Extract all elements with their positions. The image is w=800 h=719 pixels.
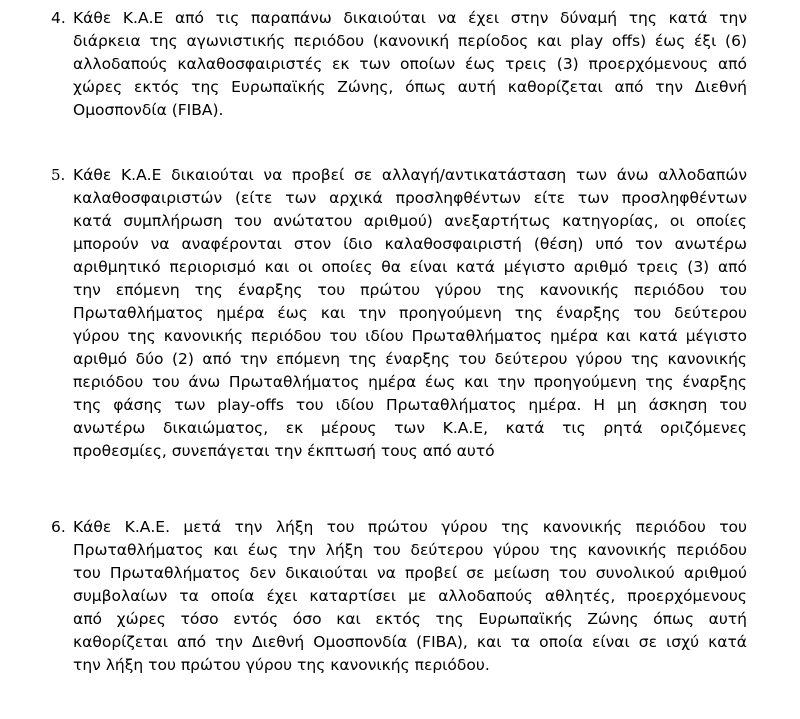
text-line: Κάθε Κ.Α.Ε από τις παραπάνω δικαιούται να έχει στην δύναμή της κατά την [73, 9, 747, 27]
text-line: του Πρωταθλήματος δεν δικαιούται να προβεί σε μείωση του συνολικού αριθμού [73, 564, 747, 582]
text-line: την επόμενη της έναρξης του πρώτου γύρου της κανονικής περιόδου του [73, 281, 747, 299]
text-line: της φάσης των play-offs του ιδίου Πρωταθλήματος ημέρα. Η μη άσκηση του [73, 396, 747, 414]
text-line: γύρου της κανονικής περιόδου του ιδίου Πρωταθλήματος ημέρα και κατά μέγιστο [73, 327, 747, 345]
text-line: κατά συμπλήρωση του ανώτατου αριθμού) ανεξαρτήτως κατηγορίας, οι οποίες [73, 212, 747, 230]
text-line: Πρωταθλήματος ημέρα έως και την προηγούμενη της έναρξης του δεύτερου [73, 304, 747, 322]
text-line: αριθμητικό περιορισμό και οι οποίες θα είναι κατά μέγιστο αριθμό τρεις (3) από [73, 258, 747, 276]
text-line: χώρες εκτός της Ευρωπαϊκής Ζώνης, όπως αυτή καθορίζεται από την Διεθνή [73, 78, 747, 96]
text-line: περιόδου του άνω Πρωταθλήματος ημέρα έως και την προηγούμενη της έναρξης [73, 373, 747, 391]
item-number: 4. [51, 9, 66, 27]
text-line: διάρκεια της αγωνιστικής περιόδου (κανονική περίοδος και play offs) έως έξι (6) [73, 32, 747, 50]
text-line: Κάθε Κ.Α.Ε. μετά την λήξη του πρώτου γύρου της κανονικής περιόδου του [73, 518, 747, 536]
text-line: Πρωταθλήματος και έως την λήξη του δεύτερου γύρου της κανονικής περιόδου [73, 541, 747, 559]
text-line: αλλοδαπούς καλαθοσφαιριστές εκ των οποίων έως τρεις (3) προερχόμενους από [73, 55, 747, 73]
text-line: καλαθοσφαιριστών (είτε των αρχικά προσληφθέντων είτε των προσληφθέντων [73, 189, 747, 207]
item-number: 5. [51, 166, 66, 184]
text-line: την λήξη του πρώτου γύρου της κανονικής περιόδου. [73, 656, 490, 674]
text-line: αριθμό δύο (2) από την επόμενη της έναρξης του δεύτερου γύρου της κανονικής [73, 350, 747, 368]
text-line: από χώρες τόσο εντός όσο και εκτός της Ευρωπαϊκής Ζώνης όπως αυτή [73, 610, 747, 628]
text-line: Ομοσπονδία (FIBA). [73, 101, 224, 119]
text-line: μπορούν να αναφέρονται στον ίδιο καλαθοσφαιριστή (θέση) υπό τον ανωτέρω [73, 235, 747, 253]
text-line: προθεσμίες, συνεπάγεται την έκπτωσή τους από αυτό [73, 442, 495, 460]
text-line: ανωτέρω δικαιώματος, εκ μέρους των Κ.Α.Ε, κατά τις ρητά οριζόμενες [73, 419, 747, 437]
text-line: καθορίζεται από την Διεθνή Ομοσπονδία (FIBA), και τα οποία είναι σε ισχύ κατά [73, 633, 747, 651]
text-line: Κάθε Κ.Α.Ε δικαιούται να προβεί σε αλλαγή/αντικατάσταση των άνω αλλοδαπών [73, 166, 747, 184]
text-line: συμβολαίων τα οποία έχει καταρτίσει με αλλοδαπούς αθλητές, προερχόμενους [73, 587, 747, 605]
item-number: 6. [51, 518, 66, 536]
